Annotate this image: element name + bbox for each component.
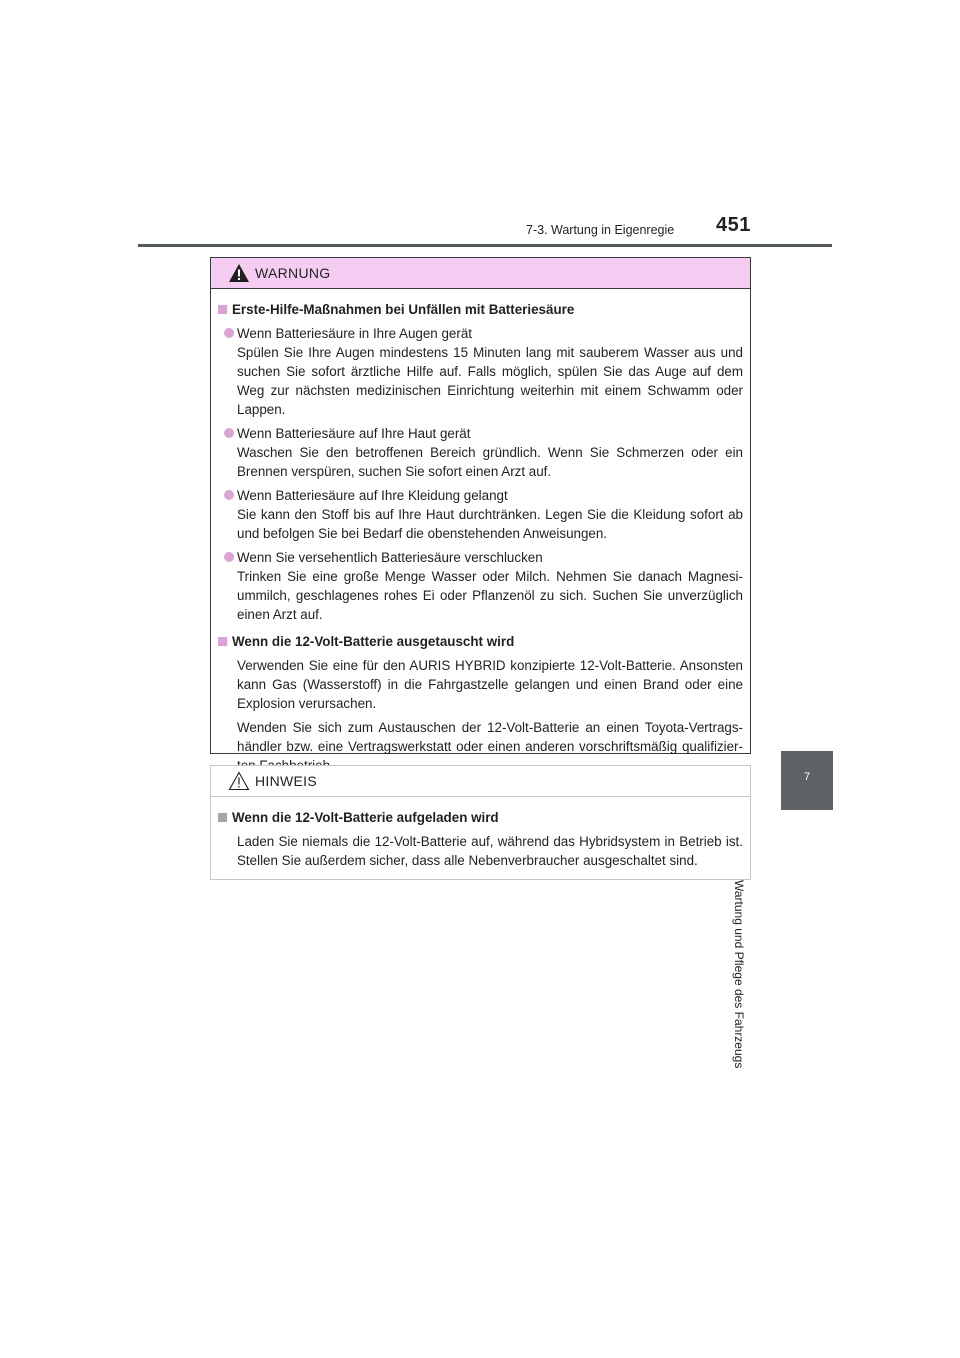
- list-item: [218, 548, 743, 624]
- paragraph: Laden Sie niemals die 12-Volt-Batterie auf, während das Hybridsystem in Betrieb ist. Stellen Sie außerdem sicher, dass alle Nebenverbraucher ausgeschaltet sind.: [237, 834, 743, 868]
- circle-bullet-icon: [224, 328, 234, 338]
- paragraph: Verwenden Sie eine für den AURIS HYBRID konzipierte 12-Volt-Batterie. Ansonsten kann Gas (Wasserstoff) in die Fahrgastzelle gelangen und einen Brand oder eine Explosion verursachen.: [237, 658, 743, 711]
- warning-label: WARNUNG: [255, 265, 331, 281]
- header-divider: [138, 244, 832, 247]
- warning-content: [211, 289, 750, 775]
- warning-header: [211, 258, 750, 289]
- warning-item-battery-replacement: [218, 632, 743, 775]
- list-item-text: Sie kann den Stoff bis auf Ihre Haut durchtränken. Legen Sie die Kleidung sofort ab und befolgen Sie bei Bedarf die obenstehenden Anweisungen.: [237, 507, 743, 541]
- circle-bullet-icon: [224, 490, 234, 500]
- section-title: 7-3. Wartung in Eigenregie: [526, 223, 675, 237]
- paragraph: Wenden Sie sich zum Austauschen der 12-Volt-Batterie an einen Toyota-Vertragshändler bzw. eine Vertragswerkstatt oder einen anderen vorschriftsmäßig qualifizier: [237, 720, 743, 754]
- list-item-title: Wenn Sie versehentlich Batteriesäure verschlucken: [237, 550, 543, 565]
- list-item-text: Spülen Sie Ihre Augen mindestens 15 Minuten lang mit sauberem Wasser aus und suchen Sie sofort ärztliche Hilfe auf. Falls möglich, spülen Sie das Auge auf dem Weg zur nächsten medizinischen Einrichtung weiterhin mit einem Schwamm oder Lappen.: [237, 345, 743, 417]
- list-item-text: Waschen Sie den betroffenen Bereich gründlich. Wenn Sie Schmerzen oder ein Brennen verspüren, suchen Sie sofort einen Arzt auf.: [237, 445, 743, 479]
- circle-bullet-icon: [224, 552, 234, 562]
- list-item: [218, 486, 743, 543]
- notice-item-battery-charging: [218, 808, 743, 870]
- chapter-title-text: Wartung und Pflege des Fahrzeugs: [732, 880, 746, 1069]
- square-bullet-icon: [218, 813, 227, 822]
- warning-item-first-aid: [218, 300, 743, 624]
- warning-triangle-icon: [228, 263, 250, 283]
- notice-header: [211, 766, 750, 797]
- page-number: 451: [716, 214, 751, 236]
- square-bullet-icon: [218, 305, 227, 314]
- square-bullet-icon: [218, 637, 227, 646]
- item-title: Wenn die 12-Volt-Batterie aufgeladen wird: [232, 810, 499, 825]
- caution-triangle-outline-icon: [228, 771, 250, 791]
- list-item: [218, 324, 743, 419]
- list-item: [218, 424, 743, 481]
- list-item-title: Wenn Batteriesäure auf Ihre Kleidung gelangt: [237, 488, 508, 503]
- item-title: Wenn die 12-Volt-Batterie ausgetauscht wird: [232, 634, 515, 649]
- notice-box: [210, 765, 751, 880]
- list-item-title: Wenn Batteriesäure auf Ihre Haut gerät: [237, 426, 471, 441]
- list-item-title: Wenn Batteriesäure in Ihre Augen gerät: [237, 326, 472, 341]
- notice-label: HINWEIS: [255, 773, 317, 789]
- circle-bullet-icon: [224, 428, 234, 438]
- chapter-tab[interactable]: [781, 751, 833, 810]
- notice-content: [211, 797, 750, 870]
- warning-box: [210, 257, 751, 754]
- chapter-number: 7: [803, 771, 811, 783]
- list-item-text: Trinken Sie eine große Menge Wasser oder Milch. Nehmen Sie danach Magnesiummilch, geschlagenes rohes Ei oder Pflanzenöl zu sich. Suchen Sie unverzüglich einen Arzt auf.: [237, 569, 743, 622]
- item-title: Erste-Hilfe-Maßnahmen bei Unfällen mit Batteriesäure: [232, 302, 575, 317]
